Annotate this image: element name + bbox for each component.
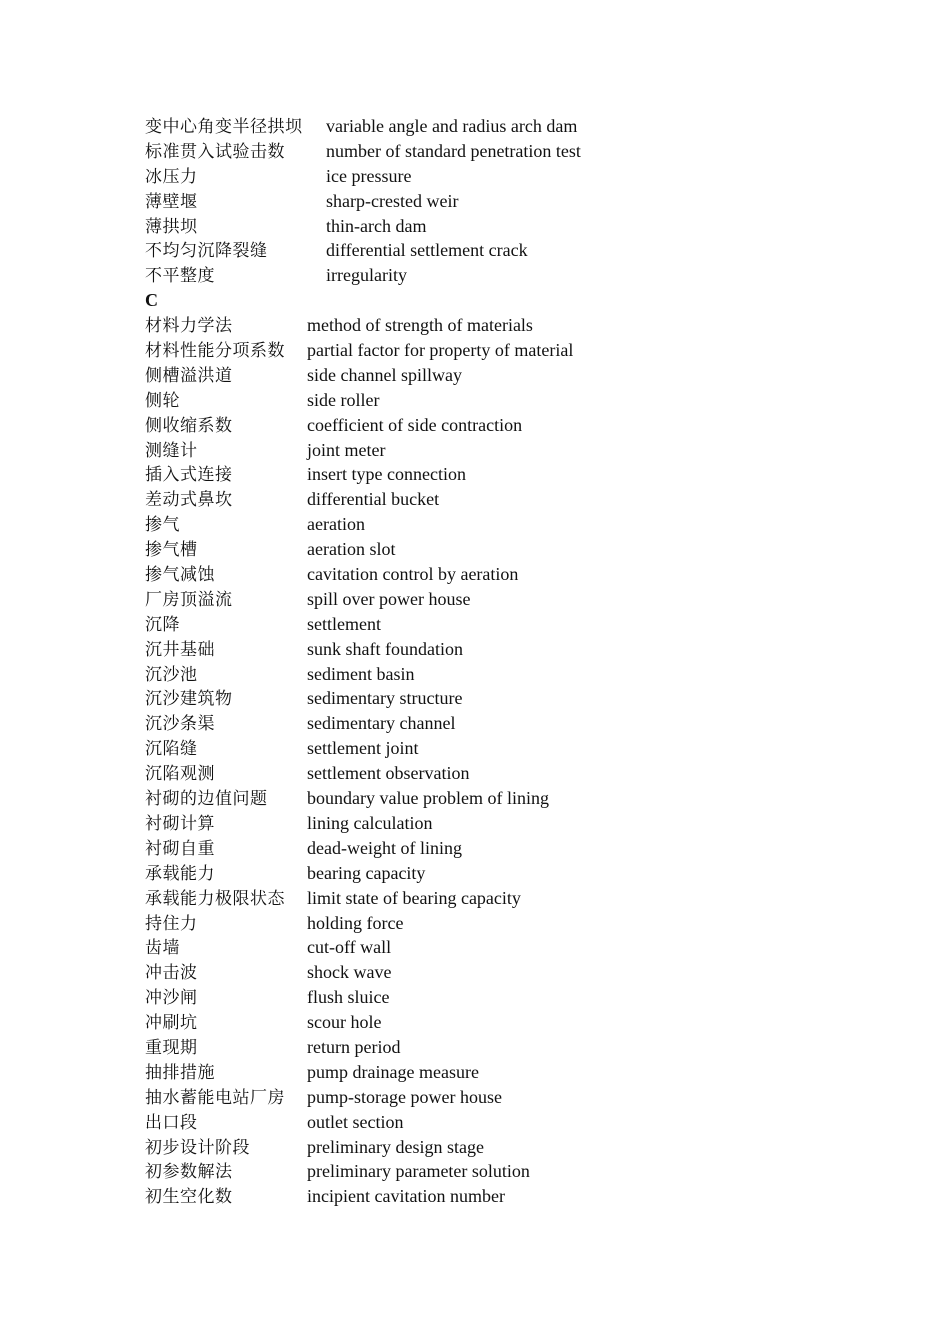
glossary-entry [145,587,845,612]
term-chinese: 测缝计 [145,440,198,461]
term-english: partial factor for property of material [307,340,574,361]
term-chinese: 初步设计阶段 [145,1137,250,1158]
glossary-section-c [145,313,845,1209]
glossary-entry [145,686,845,711]
glossary-entry [145,139,845,164]
term-chinese: 不平整度 [145,266,215,287]
term-chinese: 插入式连接 [145,465,233,486]
term-chinese: 沉降 [145,614,180,635]
term-english: pump-storage power house [307,1086,502,1107]
term-english: irregularity [326,265,407,286]
term-chinese: 差动式鼻坎 [145,490,233,511]
glossary-section-b-tail [145,114,845,288]
term-english: dead-weight of lining [307,837,462,858]
term-chinese: 冲沙闸 [145,988,198,1009]
glossary-list [145,114,845,1209]
term-chinese: 冰压力 [145,166,198,187]
term-chinese: 沉井基础 [145,639,215,660]
term-chinese: 变中心角变半径拱坝 [145,117,303,137]
glossary-entry [145,164,845,189]
glossary-entry [145,911,845,936]
term-chinese: 初参数解法 [145,1162,233,1183]
glossary-entry [145,662,845,687]
glossary-entry [145,836,845,861]
term-english: scour hole [307,1012,382,1033]
term-english: side roller [307,389,380,410]
term-english: settlement [307,613,381,634]
glossary-entry [145,1010,845,1035]
glossary-entry [145,562,845,587]
term-chinese: 侧收缩系数 [145,415,233,436]
glossary-entry [145,886,845,911]
glossary-entry [145,1085,845,1110]
glossary-entry [145,1159,845,1184]
term-english: side channel spillway [307,364,462,385]
term-chinese: 掺气槽 [145,540,198,561]
glossary-entry [145,537,845,562]
term-chinese: 掺气减蚀 [145,565,215,586]
glossary-entry [145,189,845,214]
glossary-entry [145,438,845,463]
term-english: cavitation control by aeration [307,564,519,585]
term-english: aeration [307,514,365,535]
term-english: joint meter [307,439,386,460]
term-english: flush sluice [307,987,390,1008]
term-chinese: 承载能力 [145,863,215,884]
term-chinese: 初生空化数 [145,1187,233,1208]
glossary-entry [145,263,845,288]
term-english: bearing capacity [307,862,426,883]
term-english: boundary value problem of lining [307,788,549,809]
term-chinese: 不均匀沉降裂缝 [145,241,268,262]
glossary-entry [145,786,845,811]
term-chinese: 沉沙池 [145,664,198,685]
term-chinese: 出口段 [145,1112,198,1133]
glossary-entry [145,935,845,960]
glossary-entry [145,1060,845,1085]
glossary-entry [145,413,845,438]
glossary-entry [145,1110,845,1135]
term-chinese: 承载能力极限状态 [145,888,285,909]
term-english: sedimentary structure [307,688,463,709]
glossary-entry [145,214,845,239]
term-english: variable angle and radius arch dam [326,116,578,136]
term-english: incipient cavitation number [307,1186,505,1207]
term-chinese: 薄拱坝 [145,216,198,237]
term-english: lining calculation [307,812,433,833]
term-english: holding force [307,912,404,933]
glossary-entry [145,1035,845,1060]
term-english: coefficient of side contraction [307,414,523,435]
term-english: sunk shaft foundation [307,638,463,659]
term-chinese: 抽排措施 [145,1062,215,1083]
glossary-entry [145,861,845,886]
glossary-entry [145,1135,845,1160]
term-english: shock wave [307,962,392,983]
glossary-entry [145,512,845,537]
term-chinese: 抽水蓄能电站厂房 [145,1087,285,1108]
glossary-entry [145,736,845,761]
glossary-entry [145,612,845,637]
glossary-entry [145,363,845,388]
term-chinese: 衬砌自重 [145,838,215,859]
term-english: differential settlement crack [326,240,528,261]
term-english: ice pressure [326,165,412,186]
term-english: differential bucket [307,489,440,510]
term-chinese: 标准贯入试验击数 [145,141,285,162]
glossary-entry [145,114,845,139]
term-english: pump drainage measure [307,1061,479,1082]
term-english: outlet section [307,1111,404,1132]
term-english: sediment basin [307,663,415,684]
term-chinese: 沉沙建筑物 [145,689,233,710]
term-chinese: 沉陷缝 [145,739,198,760]
term-english: settlement joint [307,738,419,759]
term-chinese: 衬砌计算 [145,813,215,834]
glossary-entry [145,711,845,736]
term-chinese: 材料性能分项系数 [145,341,285,362]
term-english: preliminary parameter solution [307,1161,530,1182]
term-english: method of strength of materials [307,315,533,336]
term-english: preliminary design stage [307,1136,484,1157]
term-chinese: 衬砌的边值问题 [145,789,268,810]
term-chinese: 持住力 [145,913,198,934]
term-chinese: 掺气 [145,515,180,536]
glossary-entry [145,487,845,512]
term-english: thin-arch dam [326,215,427,236]
glossary-entry [145,238,845,263]
term-english: spill over power house [307,588,471,609]
glossary-entry [145,960,845,985]
term-chinese: 齿墙 [145,938,180,959]
term-chinese: 厂房顶溢流 [145,589,233,610]
section-heading-c: C [145,290,158,311]
term-chinese: 重现期 [145,1037,198,1058]
glossary-entry [145,811,845,836]
term-english: sedimentary channel [307,713,456,734]
glossary-entry [145,985,845,1010]
term-chinese: 沉陷观测 [145,764,215,785]
glossary-entry [145,637,845,662]
term-chinese: 材料力学法 [145,316,233,337]
glossary-entry [145,761,845,786]
glossary-entry [145,338,845,363]
glossary-entry [145,462,845,487]
term-chinese: 沉沙条渠 [145,714,215,735]
term-english: limit state of bearing capacity [307,887,521,908]
term-english: number of standard penetration test [326,140,581,161]
term-english: insert type connection [307,464,466,485]
term-english: settlement observation [307,763,470,784]
term-chinese: 侧槽溢洪道 [145,365,233,386]
term-chinese: 薄壁堰 [145,191,198,212]
glossary-entry [145,1184,845,1209]
term-english: sharp-crested weir [326,190,459,211]
term-english: aeration slot [307,539,396,560]
glossary-entry [145,388,845,413]
term-english: cut-off wall [307,937,392,958]
term-chinese: 冲刷坑 [145,1013,198,1034]
glossary-entry [145,313,845,338]
term-chinese: 侧轮 [145,390,180,411]
term-english: return period [307,1036,401,1057]
term-chinese: 冲击波 [145,963,198,984]
